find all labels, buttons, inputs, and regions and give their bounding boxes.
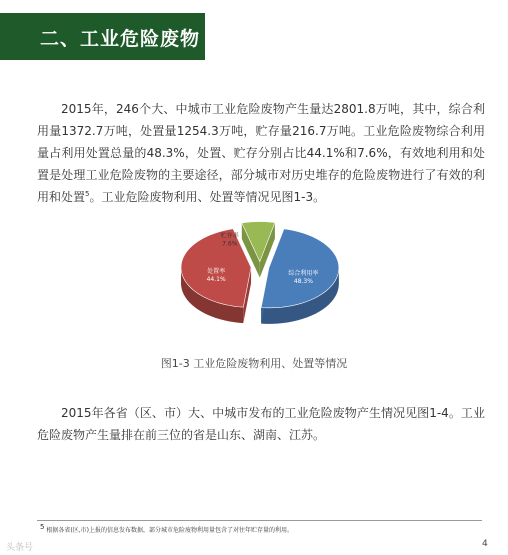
footnote-divider [37,520,482,521]
pie-value-1: 44.1% [206,275,226,283]
watermark: 头条号 [6,543,34,553]
footnote [40,525,293,534]
pie-chart [160,215,360,340]
figure-caption: 图1-3 工业危险废物利用、处置等情况 [160,357,348,370]
pie-label-0: 综合利用率 [288,270,319,278]
paragraph-2: 2015年各省（区、市）大、中城市发布的工业危险废物产生情况见图1-4。工业危险废物产生量排在前三位的省是山东、湖南、江苏。 [37,406,485,442]
paragraph-1-text-end: 。工业危险废物利用、处置等情况见图1-3。 [89,190,326,204]
section-title: 二、工业危险废物 [40,28,201,50]
pie-value-0: 48.3% [293,278,313,286]
paragraph-1-text: 2015年，246个大、中城市工业危险废物产生量达2801.8万吨，其中，综合利用量1372.7万吨，处置量1254.3万吨，贮存量216.7万吨。工业危险废物综合利用量占利用处置总量的48.3%，处置、贮存分别占比44.1%和7.6%，有效地利用和处置是处理工业危险废物的主要途径，部分城市对历史堆存的危险废物进行了有效的利用和处置 [37,102,485,204]
footnote-reference[interactable]: 5 [85,190,90,198]
footnote-marker: 5 [40,523,45,531]
footnote-text: 根据各省(区,市)上报的信息发布数据，部分城市危险废物利用量包含了对往年贮存量的利用。 [46,527,293,534]
pie-label-1: 处置率 [207,267,226,275]
pie-value-2: 7.6% [222,240,238,248]
page-number: 4 [482,539,488,549]
pie-label-2: 贮存率 [220,232,239,240]
paragraph-1 [37,98,485,208]
